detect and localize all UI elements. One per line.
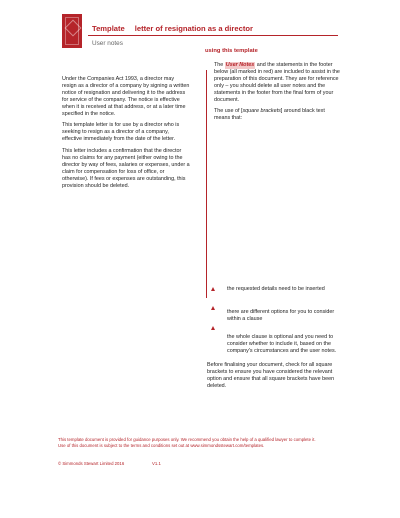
footer-copyright: © Simmonds Stewart Limited 2016 [58, 461, 125, 466]
title-rule [88, 35, 338, 36]
triangle-bullet-icon [211, 287, 215, 291]
user-notes-highlight: User Notes [225, 62, 255, 68]
left-column [62, 76, 190, 195]
logo-mark [62, 14, 82, 48]
right-column [208, 62, 340, 127]
paragraph-square-brackets: The use of [square brackets] around black text means that: [214, 108, 325, 122]
document-title: letter of resignation as a director [134, 24, 253, 33]
subtitle: User notes [92, 40, 123, 47]
footer-version: V1.1 [152, 461, 161, 466]
right-heading: using this template [205, 48, 258, 54]
paragraph-template-use: This template letter is for use by a director who is seeking to resign as a director of a company, effective immediately from the date of the letter. [62, 122, 180, 143]
paragraph-user-notes: The User Notes and the statements in the footer below (all marked in red) are included to assist in the preparation of this document. They are for reference only – you should delete all user notes and the statements in the footer from the final form of your document. [214, 62, 340, 103]
footer-disclaimer: This template document is provided for guidance purposes only. We recommend you obtain the help of a qualified lawyer to complete it. Use of this document is subject to the terms and conditions set out at www.simmondsstewart.com/templates. [58, 437, 316, 448]
paragraph-before-finalising: Before finalising your document, check for all square brackets to ensure you have considered the relevant option and ensure that all square brackets have been deleted. [207, 362, 335, 389]
bullet-item: the requested details need to be inserted [227, 286, 325, 292]
template-word: Template [92, 24, 125, 33]
bullet-item: there are different options for you to consider within a clause [227, 309, 335, 322]
column-divider [206, 70, 207, 298]
paragraph-claims: This letter includes a confirmation that the director has no claims for any payment (either owing to the director by way of fees, salaries or expenses, under a claim for compensation for loss of office, or otherwise). If fees or expenses are outstanding, this provision should be deleted. [62, 148, 190, 189]
paragraph-companies-act: Under the Companies Act 1993, a director may resign as a director of a company by signing a written notice of resignation and delivering it to the address for service of the company. The notice is effective when it is received at that address, or at a later time specified in the notice. [62, 76, 190, 117]
page-title [92, 24, 253, 33]
triangle-bullet-icon [211, 306, 215, 310]
bullet-item: the whole clause is optional and you need to consider whether to include it, based on the company's circumstances and the user notes. [227, 334, 337, 354]
triangle-bullet-icon [211, 326, 215, 330]
